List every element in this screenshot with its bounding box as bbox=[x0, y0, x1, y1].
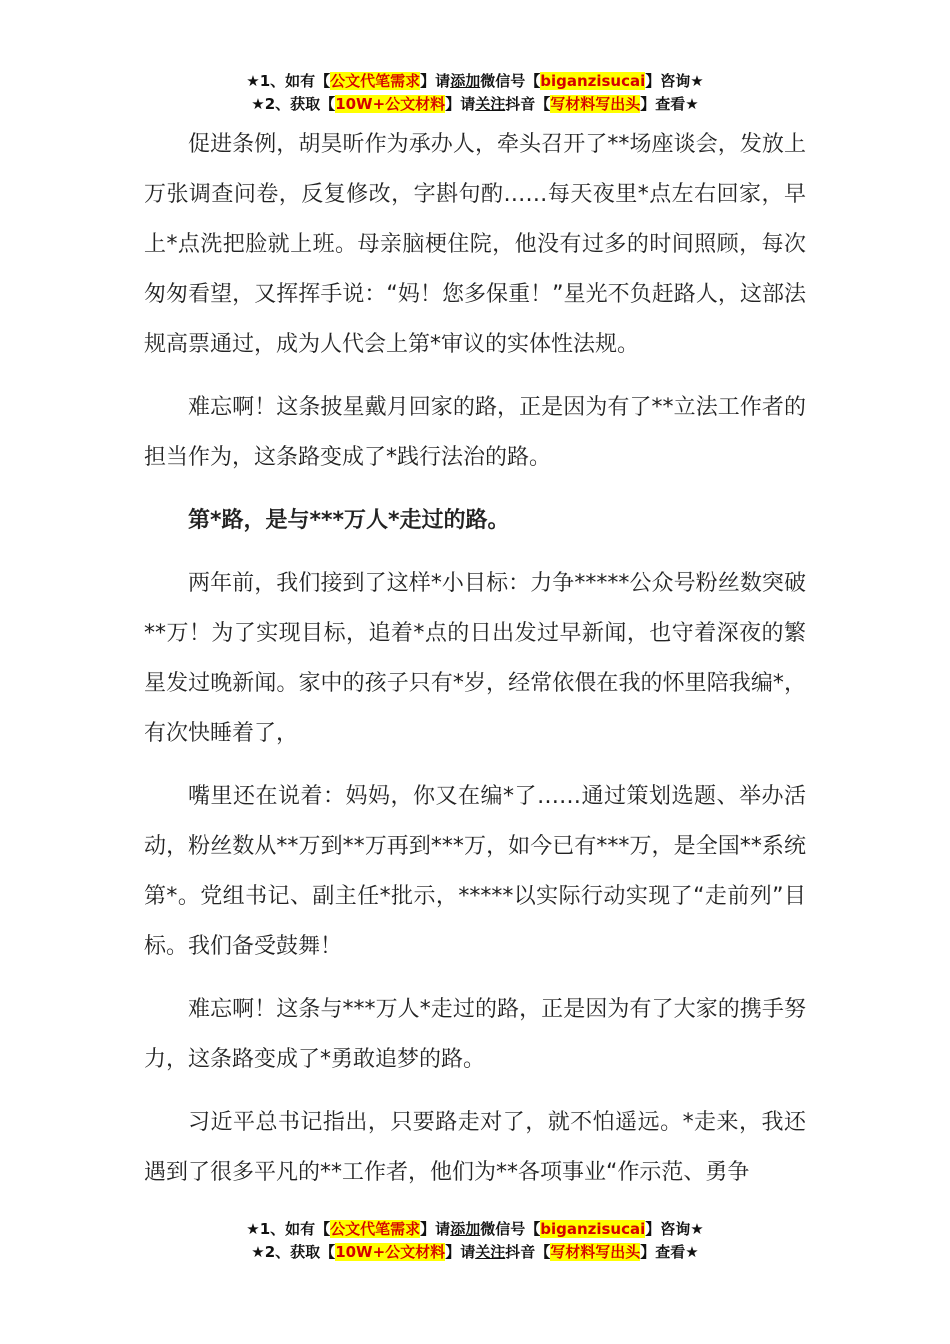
footer-banner bbox=[0, 1218, 950, 1264]
banner-underlined-text: 关注 bbox=[475, 1243, 506, 1261]
banner-highlight: 公文代笔需求 bbox=[330, 1220, 421, 1238]
banner-highlight-wechat-id: biganzisucai bbox=[540, 1220, 646, 1238]
banner-line-1 bbox=[0, 1218, 950, 1241]
banner-text: 微信号【 bbox=[480, 72, 541, 90]
banner-text: 】咨询★ bbox=[645, 1220, 704, 1238]
banner-text: 】查看★ bbox=[640, 95, 699, 113]
paragraph: 难忘啊！这条披星戴月回家的路，正是因为有了**立法工作者的担当作为，这条路变成了*践行法治的路。 bbox=[144, 395, 806, 470]
banner-text: ★2、获取【 bbox=[251, 1243, 336, 1261]
banner-text: 】请 bbox=[445, 95, 476, 113]
banner-text: 微信号【 bbox=[480, 1220, 541, 1238]
banner-highlight-wechat-id: biganzisucai bbox=[540, 72, 646, 90]
paragraph: 习近平总书记指出，只要路走对了，就不怕遥远。*走来，我还遇到了很多平凡的**工作者，他们为**各项事业“作示范、勇争 bbox=[144, 1110, 806, 1185]
section-heading: 第*路，是与***万人*走过的路。 bbox=[188, 508, 510, 533]
banner-text: 】请 bbox=[445, 1243, 476, 1261]
banner-highlight: 公文代笔需求 bbox=[330, 72, 421, 90]
paragraph: 嘴里还在说着：妈妈，你又在编*了……通过策划选题、举办活动，粉丝数从**万到**万再到***万，如今已有***万，是全国**系统第*。党组书记、副主任*批示，*****以实际行动实现了“走前列”目标。我们备受鼓舞！ bbox=[144, 784, 806, 959]
paragraph: 难忘啊！这条与***万人*走过的路，正是因为有了大家的携手努力，这条路变成了*勇敢追梦的路。 bbox=[144, 997, 806, 1072]
banner-line-2 bbox=[0, 93, 950, 116]
banner-line-2 bbox=[0, 1241, 950, 1264]
banner-text: ★2、获取【 bbox=[251, 95, 336, 113]
paragraph: 促进条例，胡昊昕作为承办人，牵头召开了**场座谈会，发放上万张调查问卷，反复修改，字斟句酌……每天夜里*点左右回家，早上*点洗把脸就上班。母亲脑梗住院，他没有过多的时间照顾，每次匆匆看望，又挥挥手说：“妈！您多保重！”星光不负赶路人，这部法规高票通过，成为人代会上第*审议的实体性法规。 bbox=[144, 132, 806, 357]
document-body bbox=[144, 120, 806, 1198]
banner-text: 】咨询★ bbox=[645, 72, 704, 90]
banner-text: 】查看★ bbox=[640, 1243, 699, 1261]
banner-highlight: 10W+公文材料 bbox=[335, 95, 446, 113]
banner-underlined-text: 添加 bbox=[450, 1220, 481, 1238]
banner-highlight-douyin-id: 写材料写出头 bbox=[550, 95, 641, 113]
banner-line-1 bbox=[0, 70, 950, 93]
banner-underlined-text: 添加 bbox=[450, 72, 481, 90]
banner-text: 】请 bbox=[420, 1220, 451, 1238]
banner-text: ★1、如有【 bbox=[246, 1220, 331, 1238]
banner-text: 】请 bbox=[420, 72, 451, 90]
banner-text: 抖音【 bbox=[505, 95, 551, 113]
paragraph: 两年前，我们接到了这样*小目标：力争*****公众号粉丝数突破**万！为了实现目标，追着*点的日出发过早新闻，也守着深夜的繁星发过晚新闻。家中的孩子只有*岁，经常依偎在我的怀里陪我编*，有次快睡着了， bbox=[144, 571, 806, 746]
banner-highlight-douyin-id: 写材料写出头 bbox=[550, 1243, 641, 1261]
banner-underlined-text: 关注 bbox=[475, 95, 506, 113]
banner-text: 抖音【 bbox=[505, 1243, 551, 1261]
banner-text: ★1、如有【 bbox=[246, 72, 331, 90]
banner-highlight: 10W+公文材料 bbox=[335, 1243, 446, 1261]
header-banner bbox=[0, 70, 950, 116]
